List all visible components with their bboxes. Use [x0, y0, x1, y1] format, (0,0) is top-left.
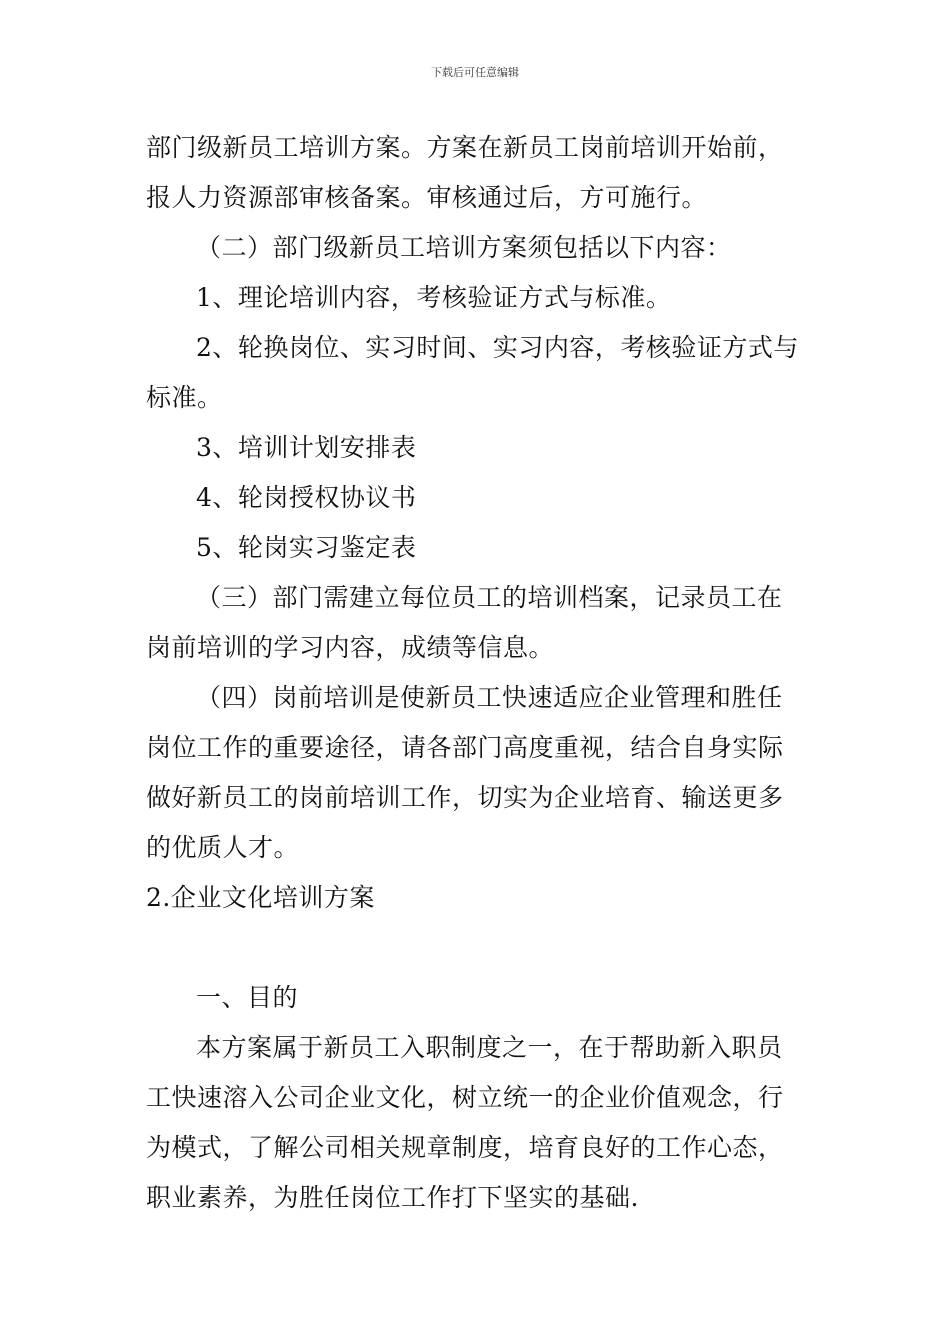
body-line: 为模式，了解公司相关规章制度，培育良好的工作心态，	[146, 1133, 784, 1162]
list-item: 5、轮岗实习鉴定表	[196, 533, 417, 562]
body-line: 的优质人才。	[146, 833, 300, 862]
body-line: 报人力资源部审核备案。审核通过后，方可施行。	[146, 183, 708, 212]
body-line: 岗位工作的重要途径，请各部门高度重视，结合自身实际	[146, 733, 784, 762]
body-line: 岗前培训的学习内容，成绩等信息。	[146, 633, 555, 662]
body-line: 本方案属于新员工入职制度之一，在于帮助新入职员	[196, 1033, 783, 1062]
section-heading: （三）部门需建立每位员工的培训档案，记录员工在	[196, 583, 783, 612]
body-line: 工快速溶入公司企业文化，树立统一的企业价值观念，行	[146, 1083, 784, 1112]
list-item: 3、培训计划安排表	[196, 433, 417, 462]
body-line: 职业素养，为胜任岗位工作打下坚实的基础.	[146, 1183, 639, 1212]
body-line: 部门级新员工培训方案。方案在新员工岗前培训开始前，	[146, 133, 784, 162]
section-heading: 一、目的	[196, 983, 299, 1012]
page-header: 下载后可任意编辑	[431, 66, 519, 79]
section-heading: （四）岗前培训是使新员工快速适应企业管理和胜任	[196, 683, 783, 712]
list-item: 1、理论培训内容，考核验证方式与标准。	[196, 283, 672, 312]
body-line: 做好新员工的岗前培训工作，切实为企业培育、输送更多	[146, 783, 784, 812]
body-line: 标准。	[146, 383, 223, 412]
list-item: 2、轮换岗位、实习时间、实习内容，考核验证方式与	[196, 333, 799, 362]
document-title: 2.企业文化培训方案	[146, 883, 375, 912]
section-heading: （二）部门级新员工培训方案须包括以下内容：	[196, 233, 732, 262]
list-item: 4、轮岗授权协议书	[196, 483, 417, 512]
